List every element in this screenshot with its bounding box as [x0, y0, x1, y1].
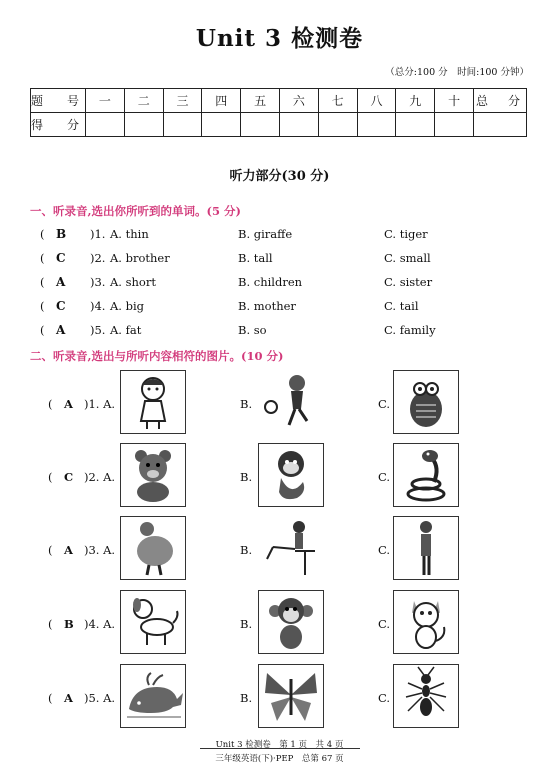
question-row	[40, 299, 520, 317]
option-c: C. tiger	[384, 227, 428, 241]
option-c: C. sister	[384, 275, 433, 289]
answer[interactable]: A	[64, 397, 73, 411]
question-number: )2. A.	[84, 470, 116, 484]
answer[interactable]: C	[56, 299, 66, 313]
score-col: 总 分	[474, 89, 527, 113]
question-number: )5. A.	[84, 691, 116, 705]
answer[interactable]: A	[56, 323, 66, 337]
paren-open: (	[40, 227, 45, 241]
score-col: 五	[241, 89, 280, 113]
score-value-row	[31, 113, 527, 137]
score-cell[interactable]	[124, 113, 163, 137]
option-b-label: B.	[240, 617, 253, 631]
option-c: C. tail	[384, 299, 419, 313]
score-col: 三	[163, 89, 202, 113]
question-number: )4.	[90, 299, 106, 313]
score-row-label: 得 分	[31, 113, 86, 137]
score-cell[interactable]	[86, 113, 125, 137]
paren-open: (	[40, 275, 45, 289]
bear-icon[interactable]	[120, 443, 186, 507]
question-number: )5.	[90, 323, 106, 337]
question-row	[40, 251, 520, 269]
option-b-label: B.	[240, 543, 253, 557]
question-number: )1.	[90, 227, 106, 241]
option-c: C. small	[384, 251, 431, 265]
picture-question-row	[40, 443, 520, 509]
option-b-label: B.	[240, 691, 253, 705]
picture-question-row	[40, 590, 520, 656]
option-a: A. fat	[110, 323, 142, 337]
section1-title: 一、听录音,选出你所听到的单词。(5 分)	[30, 204, 241, 218]
question-row	[40, 323, 520, 341]
answer[interactable]: B	[56, 227, 67, 241]
listening-heading: 听力部分(30 分)	[229, 169, 330, 184]
score-cell[interactable]	[474, 113, 527, 137]
exam-meta: （总分:100 分 时间:100 分钟）	[385, 67, 529, 78]
fat-man-icon[interactable]	[120, 516, 186, 580]
snake-icon[interactable]	[393, 443, 459, 507]
score-cell[interactable]	[435, 113, 474, 137]
score-cell[interactable]	[163, 113, 202, 137]
score-col: 二	[124, 89, 163, 113]
answer[interactable]: B	[64, 617, 74, 631]
section2-title: 二、听录音,选出与所听内容相符的图片。(10 分)	[30, 349, 284, 363]
option-a: A. thin	[110, 227, 149, 241]
paren-open: (	[48, 470, 53, 484]
option-c-label: C.	[378, 543, 391, 557]
answer[interactable]: A	[64, 691, 73, 705]
whale-icon[interactable]	[120, 664, 186, 728]
score-col: 九	[396, 89, 435, 113]
woman-sitting-icon[interactable]	[258, 516, 324, 580]
butterfly-icon[interactable]	[258, 664, 324, 728]
footer-book-info: 三年级英语(下)·PEP 总第 67 页	[215, 754, 344, 764]
score-col: 六	[279, 89, 318, 113]
option-c: C. family	[384, 323, 436, 337]
question-row	[40, 275, 520, 293]
answer[interactable]: C	[64, 470, 74, 484]
question-number: )3. A.	[84, 543, 116, 557]
monkey-icon[interactable]	[258, 443, 324, 507]
score-row-label: 题 号	[31, 89, 86, 113]
score-cell[interactable]	[241, 113, 280, 137]
page-title: Unit 3 检测卷	[195, 25, 364, 52]
paren-open: (	[40, 299, 45, 313]
score-cell[interactable]	[202, 113, 241, 137]
question-number: )3.	[90, 275, 106, 289]
option-c-label: C.	[378, 397, 391, 411]
girl-icon[interactable]	[120, 370, 186, 434]
thin-man-icon[interactable]	[393, 516, 459, 580]
option-c-label: C.	[378, 691, 391, 705]
option-b: B. so	[238, 323, 267, 337]
fat-owl-icon[interactable]	[393, 370, 459, 434]
paren-open: (	[40, 323, 45, 337]
footer-page-info: Unit 3 检测卷 第 1 页 共 4 页	[215, 740, 344, 750]
score-cell[interactable]	[318, 113, 357, 137]
paren-open: (	[48, 617, 53, 631]
question-row	[40, 227, 520, 245]
cat-icon[interactable]	[393, 590, 459, 654]
picture-question-row	[40, 516, 520, 582]
paren-open: (	[48, 691, 53, 705]
boy-football-icon[interactable]	[258, 370, 324, 434]
question-number: )2.	[90, 251, 106, 265]
ant-icon[interactable]	[393, 664, 459, 728]
score-col: 四	[202, 89, 241, 113]
score-col: 一	[86, 89, 125, 113]
paren-open: (	[48, 397, 53, 411]
score-col: 七	[318, 89, 357, 113]
answer[interactable]: A	[64, 543, 73, 557]
picture-question-row	[40, 370, 520, 436]
question-number: )1. A.	[84, 397, 116, 411]
answer[interactable]: A	[56, 275, 66, 289]
score-table	[30, 88, 527, 137]
score-header-row	[31, 89, 527, 113]
option-b: B. children	[238, 275, 303, 289]
monkey-face-icon[interactable]	[258, 590, 324, 654]
score-cell[interactable]	[396, 113, 435, 137]
option-a: A. big	[110, 299, 145, 313]
paren-open: (	[48, 543, 53, 557]
score-cell[interactable]	[279, 113, 318, 137]
option-c-label: C.	[378, 617, 391, 631]
option-b: B. tall	[238, 251, 273, 265]
option-a: A. short	[110, 275, 156, 289]
option-b: B. mother	[238, 299, 296, 313]
option-a: A. brother	[110, 251, 170, 265]
dog-icon[interactable]	[120, 590, 186, 654]
option-b-label: B.	[240, 470, 253, 484]
score-col: 八	[357, 89, 396, 113]
option-c-label: C.	[378, 470, 391, 484]
score-cell[interactable]	[357, 113, 396, 137]
option-b-label: B.	[240, 397, 253, 411]
answer[interactable]: C	[56, 251, 66, 265]
paren-open: (	[40, 251, 45, 265]
question-number: )4. A.	[84, 617, 116, 631]
score-col: 十	[435, 89, 474, 113]
picture-question-row	[40, 664, 520, 730]
option-b: B. giraffe	[238, 227, 293, 241]
